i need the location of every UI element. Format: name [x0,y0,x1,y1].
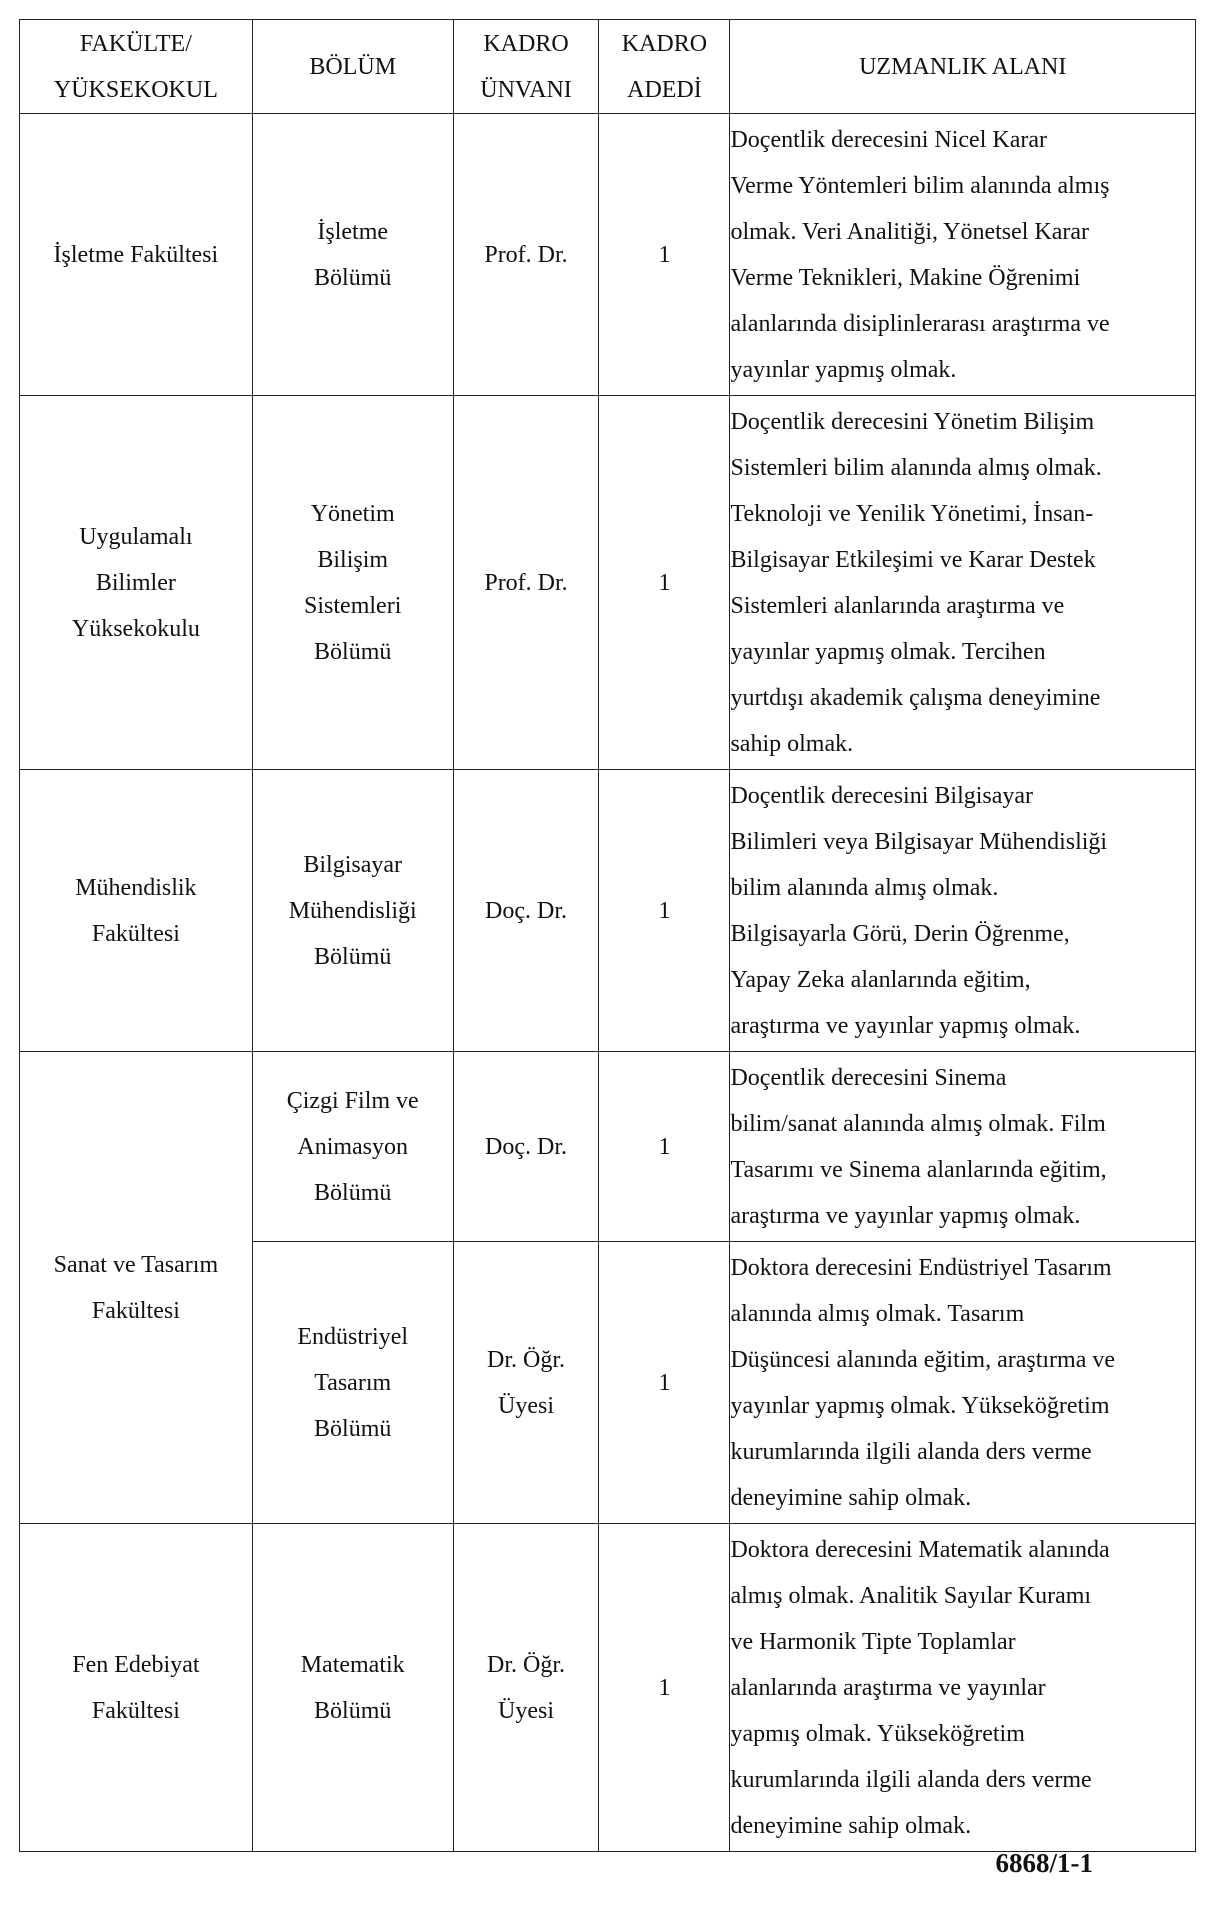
title-cell: Dr. Öğr. Üyesi [453,1524,599,1852]
department-cell: Çizgi Film ve Animasyon Bölümü [252,1052,453,1242]
count-cell: 1 [599,114,730,396]
table-row [20,396,1196,770]
title-cell: Prof. Dr. [453,396,599,770]
header-specialization: UZMANLIK ALANI [730,20,1196,114]
header-count: KADRO ADEDİ [599,20,730,114]
table-row [20,770,1196,1052]
count-cell: 1 [599,1242,730,1524]
table-row [20,1052,1196,1242]
header-faculty: FAKÜLTE/ YÜKSEKOKUL [20,20,253,114]
faculty-cell: Fen Edebiyat Fakültesi [20,1524,253,1852]
faculty-cell: İşletme Fakültesi [20,114,253,396]
count-cell: 1 [599,1052,730,1242]
table-row [20,114,1196,396]
count-cell: 1 [599,396,730,770]
specialization-cell: Doktora derecesini Endüstriyel Tasarım alanında almış olmak. Tasarım Düşüncesi alanında eğitim, araştırma ve yayınlar yapmış olmak. Yükseköğretim kurumlarında ilgili alanda ders verme deneyimine sahip olmak. [730,1242,1196,1524]
document-code: 6868/1-1 [995,1848,1093,1878]
staff-table [19,19,1196,1852]
title-cell: Doç. Dr. [453,770,599,1052]
header-row [20,20,1196,114]
specialization-cell: Doçentlik derecesini Bilgisayar Bilimleri veya Bilgisayar Mühendisliği bilim alanında almış olmak. Bilgisayarla Görü, Derin Öğrenme, Yapay Zeka alanlarında eğitim, araştırma ve yayınlar yapmış olmak. [730,770,1196,1052]
title-cell: Prof. Dr. [453,114,599,396]
specialization-cell: Doçentlik derecesini Sinema bilim/sanat alanında almış olmak. Film Tasarımı ve Sinema alanlarında eğitim, araştırma ve yayınlar yapmış olmak. [730,1052,1196,1242]
title-cell: Dr. Öğr. Üyesi [453,1242,599,1524]
faculty-cell: Uygulamalı Bilimler Yüksekokulu [20,396,253,770]
specialization-cell: Doçentlik derecesini Yönetim Bilişim Sistemleri bilim alanında almış olmak. Teknoloji ve Yenilik Yönetimi, İnsan- Bilgisayar Etkileşimi ve Karar Destek Sistemleri alanlarında araştırma ve yayınlar yapmış olmak. Tercihen yurtdışı akademik çalışma deneyimine sahip olmak. [730,396,1196,770]
department-cell: Matematik Bölümü [252,1524,453,1852]
count-cell: 1 [599,1524,730,1852]
faculty-cell: Mühendislik Fakültesi [20,770,253,1052]
header-title: KADRO ÜNVANI [453,20,599,114]
table-row [20,1524,1196,1852]
specialization-cell: Doktora derecesini Matematik alanında almış olmak. Analitik Sayılar Kuramı ve Harmonik Tipte Toplamlar alanlarında araştırma ve yayınlar yapmış olmak. Yükseköğretim kurumlarında ilgili alanda ders verme deneyimine sahip olmak. [730,1524,1196,1852]
department-cell: Yönetim Bilişim Sistemleri Bölümü [252,396,453,770]
header-department: BÖLÜM [252,20,453,114]
department-cell: İşletme Bölümü [252,114,453,396]
department-cell: Bilgisayar Mühendisliği Bölümü [252,770,453,1052]
count-cell: 1 [599,770,730,1052]
department-cell: Endüstriyel Tasarım Bölümü [252,1242,453,1524]
specialization-cell: Doçentlik derecesini Nicel Karar Verme Yöntemleri bilim alanında almış olmak. Veri Analitiği, Yönetsel Karar Verme Teknikleri, Makine Öğrenimi alanlarında disiplinlerarası araştırma ve yayınlar yapmış olmak. [730,114,1196,396]
title-cell: Doç. Dr. [453,1052,599,1242]
faculty-cell: Sanat ve Tasarım Fakültesi [20,1052,253,1524]
